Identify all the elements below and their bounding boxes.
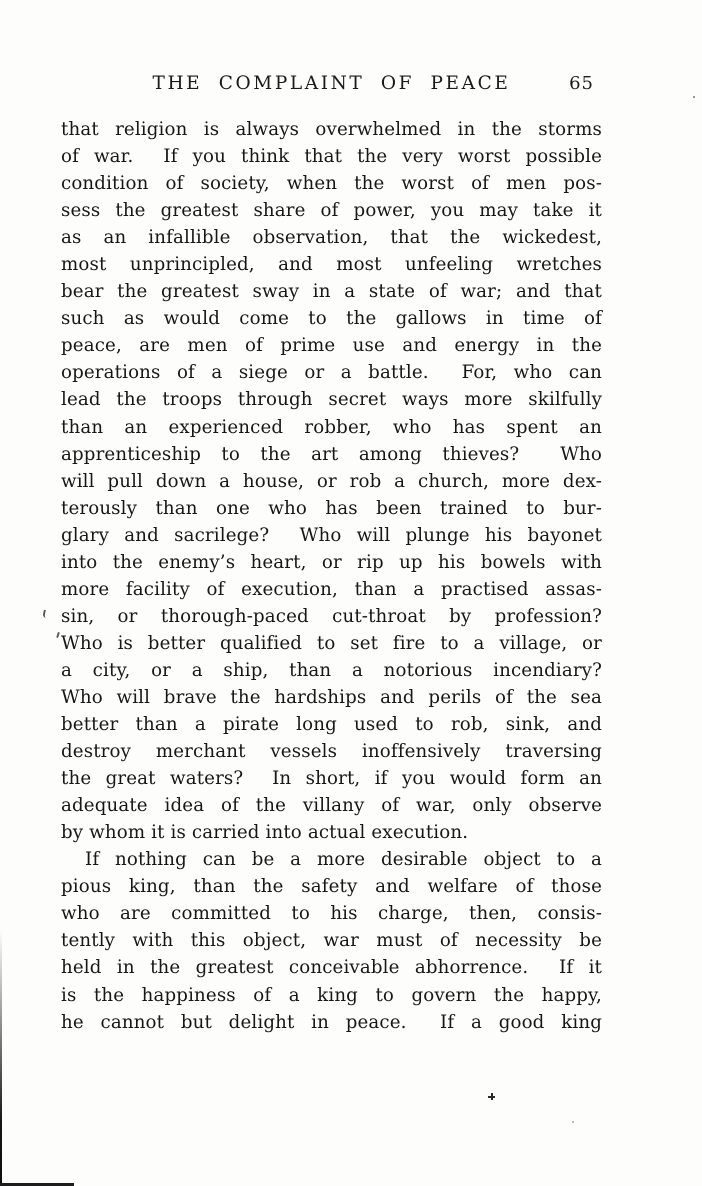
text-line: will pull down a house, or rob a church, more dex- [61,470,602,492]
text-line: apprenticeship to the art among thieves? Who [61,443,602,465]
running-title: THE COMPLAINT OF PEACE [152,73,511,94]
text-line: such as would come to the gallows in time of [61,308,602,330]
ink-speck [42,610,49,619]
text-line: lead the troops through secret ways more skilfully [61,389,602,411]
text-line: adequate idea of the villany of war, only observe [61,795,602,817]
text-line: sin, or thorough-paced cut-throat by profession? [61,605,602,627]
text-line: into the enemy’s heart, or rip up his bowels with [61,551,602,573]
text-line: bear the greatest sway in a state of war; and that [61,281,602,303]
page-number: 65 [569,73,594,94]
text-line: better than a pirate long used to rob, sink, and [61,714,602,736]
text-line: than an experienced robber, who has spent an [61,416,602,438]
text-line: sess the greatest share of power, you may take it [61,200,602,222]
text-line: the great waters? In short, if you would form an [61,768,602,790]
ink-speck [572,1121,574,1123]
text-line: that religion is always overwhelmed in the storms [61,119,602,140]
text-line: of war. If you think that the very worst possible [61,146,602,168]
text-block [61,116,602,1036]
text-line: glary and sacrilege? Who will plunge his bayonet [61,524,602,546]
text-line: pious king, than the safety and welfare of those [61,876,602,898]
page-header [61,72,602,96]
text-line: peace, are men of prime use and energy in the [61,335,602,357]
text-line: condition of society, when the worst of men pos- [61,173,602,195]
text-line: by whom it is carried into actual execution. [61,822,469,844]
text-line: is the happiness of a king to govern the happy, [61,984,602,1006]
text-line: more facility of execution, than a practised assas- [61,578,602,600]
text-line: who are committed to his charge, then, consis- [61,903,602,925]
text-line: Who is better qualified to set fire to a village, or [61,632,602,654]
text-line: a city, or a ship, than a notorious incendiary? [61,659,602,681]
text-line: Who will brave the hardships and perils of the sea [61,686,602,708]
text-line: If nothing can be a more desirable object to a [85,849,602,871]
text-line: most unprincipled, and most unfeeling wretches [61,254,602,276]
text-line: held in the greatest conceivable abhorrence. If it [61,957,602,979]
text-line: tently with this object, war must of necessity be [61,930,602,952]
scan-edge-left [0,930,2,1186]
text-line: as an infallible observation, that the wickedest, [61,227,602,249]
text-line: destroy merchant vessels inoffensively traversing [61,741,602,763]
ink-speck [488,1093,495,1100]
ink-speck [693,96,695,98]
text-line: he cannot but delight in peace. If a good king [61,1011,602,1033]
ink-speck [56,632,60,638]
text-line: terously than one who has been trained to bur- [61,497,602,519]
text-line: operations of a siege or a battle. For, who can [61,362,602,384]
